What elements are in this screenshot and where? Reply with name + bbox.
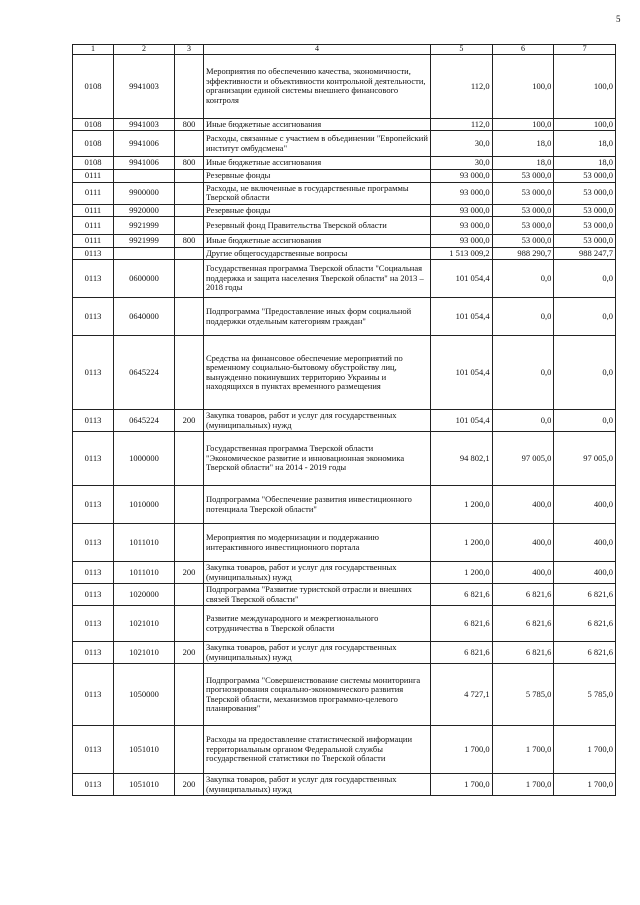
- section-code-cell: 0113: [73, 260, 114, 298]
- expense-type-cell: [175, 54, 204, 118]
- budget-table: [72, 44, 616, 796]
- table-row: [73, 182, 616, 204]
- target-article-cell: 1051010: [114, 726, 175, 774]
- table-row: [73, 774, 616, 796]
- expense-type-cell: [175, 204, 204, 217]
- amount-year1-cell: 93 000,0: [431, 182, 493, 204]
- section-code-cell: 0111: [73, 204, 114, 217]
- amount-year2-cell: 1 700,0: [492, 726, 554, 774]
- amount-year2-cell: 400,0: [492, 524, 554, 562]
- item-name-cell: Закупка товаров, работ и услуг для государственных (муниципальных) нужд: [204, 642, 431, 664]
- table-row: [73, 169, 616, 182]
- amount-year3-cell: 6 821,6: [554, 642, 616, 664]
- amount-year3-cell: 18,0: [554, 157, 616, 170]
- expense-type-cell: 200: [175, 642, 204, 664]
- table-row: [73, 584, 616, 606]
- expense-type-cell: [175, 584, 204, 606]
- amount-year3-cell: 53 000,0: [554, 204, 616, 217]
- table-row: [73, 118, 616, 131]
- amount-year1-cell: 101 054,4: [431, 260, 493, 298]
- section-code-cell: 0111: [73, 169, 114, 182]
- expense-type-cell: [175, 606, 204, 642]
- target-article-cell: 1021010: [114, 642, 175, 664]
- section-code-cell: 0113: [73, 432, 114, 486]
- amount-year2-cell: 18,0: [492, 131, 554, 157]
- table-row: [73, 336, 616, 410]
- column-header: 5: [431, 45, 493, 55]
- target-article-cell: 9921999: [114, 235, 175, 248]
- item-name-cell: Другие общегосударственные вопросы: [204, 247, 431, 260]
- expense-type-cell: [175, 182, 204, 204]
- expense-type-cell: 800: [175, 118, 204, 131]
- amount-year1-cell: 6 821,6: [431, 606, 493, 642]
- target-article-cell: 0600000: [114, 260, 175, 298]
- amount-year1-cell: 1 200,0: [431, 524, 493, 562]
- amount-year3-cell: 400,0: [554, 486, 616, 524]
- item-name-cell: Расходы, связанные с участием в объединении "Европейский институт омбудсмена": [204, 131, 431, 157]
- item-name-cell: Подпрограмма "Предоставление иных форм социальной поддержки отдельным категориям граждан": [204, 298, 431, 336]
- expense-type-cell: [175, 260, 204, 298]
- amount-year1-cell: 30,0: [431, 131, 493, 157]
- amount-year3-cell: 53 000,0: [554, 235, 616, 248]
- section-code-cell: 0113: [73, 562, 114, 584]
- target-article-cell: 9941003: [114, 118, 175, 131]
- amount-year1-cell: 93 000,0: [431, 217, 493, 235]
- amount-year2-cell: 5 785,0: [492, 664, 554, 726]
- amount-year2-cell: 0,0: [492, 336, 554, 410]
- table-row: [73, 410, 616, 432]
- amount-year2-cell: 53 000,0: [492, 235, 554, 248]
- item-name-cell: Резервный фонд Правительства Тверской области: [204, 217, 431, 235]
- item-name-cell: Подпрограмма "Совершенствование системы мониторинга прогнозирования социально-экономического развития Тверской области, механизмов программно-целевого планирования": [204, 664, 431, 726]
- amount-year1-cell: 6 821,6: [431, 584, 493, 606]
- amount-year3-cell: 53 000,0: [554, 217, 616, 235]
- amount-year1-cell: 93 000,0: [431, 169, 493, 182]
- target-article-cell: 9921999: [114, 217, 175, 235]
- amount-year3-cell: 0,0: [554, 410, 616, 432]
- section-code-cell: 0108: [73, 118, 114, 131]
- column-header: 2: [114, 45, 175, 55]
- item-name-cell: Иные бюджетные ассигнования: [204, 118, 431, 131]
- table-row: [73, 432, 616, 486]
- table-row: [73, 642, 616, 664]
- expense-type-cell: 800: [175, 235, 204, 248]
- table-row: [73, 204, 616, 217]
- section-code-cell: 0113: [73, 664, 114, 726]
- amount-year2-cell: 18,0: [492, 157, 554, 170]
- amount-year1-cell: 1 200,0: [431, 562, 493, 584]
- amount-year1-cell: 1 700,0: [431, 774, 493, 796]
- table-row: [73, 247, 616, 260]
- amount-year1-cell: 101 054,4: [431, 298, 493, 336]
- amount-year1-cell: 30,0: [431, 157, 493, 170]
- expense-type-cell: [175, 486, 204, 524]
- section-code-cell: 0113: [73, 774, 114, 796]
- section-code-cell: 0113: [73, 524, 114, 562]
- target-article-cell: 9941006: [114, 131, 175, 157]
- expense-type-cell: [175, 131, 204, 157]
- section-code-cell: 0113: [73, 584, 114, 606]
- table-row: [73, 157, 616, 170]
- amount-year1-cell: 112,0: [431, 118, 493, 131]
- expense-type-cell: [175, 524, 204, 562]
- amount-year3-cell: 100,0: [554, 54, 616, 118]
- section-code-cell: 0111: [73, 182, 114, 204]
- item-name-cell: Подпрограмма "Обеспечение развития инвестиционного потенциала Тверской области": [204, 486, 431, 524]
- target-article-cell: 0640000: [114, 298, 175, 336]
- table-row: [73, 726, 616, 774]
- amount-year2-cell: 0,0: [492, 260, 554, 298]
- amount-year2-cell: 1 700,0: [492, 774, 554, 796]
- amount-year2-cell: 53 000,0: [492, 217, 554, 235]
- column-header: 3: [175, 45, 204, 55]
- amount-year3-cell: 6 821,6: [554, 584, 616, 606]
- amount-year1-cell: 93 000,0: [431, 235, 493, 248]
- amount-year2-cell: 400,0: [492, 562, 554, 584]
- section-code-cell: 0113: [73, 336, 114, 410]
- amount-year2-cell: 53 000,0: [492, 169, 554, 182]
- target-article-cell: 1011010: [114, 562, 175, 584]
- amount-year3-cell: 400,0: [554, 562, 616, 584]
- section-code-cell: 0108: [73, 131, 114, 157]
- target-article-cell: [114, 247, 175, 260]
- target-article-cell: 1021010: [114, 606, 175, 642]
- expense-type-cell: 200: [175, 410, 204, 432]
- section-code-cell: 0111: [73, 217, 114, 235]
- table-row: [73, 217, 616, 235]
- amount-year1-cell: 1 200,0: [431, 486, 493, 524]
- table-row: [73, 524, 616, 562]
- item-name-cell: Резервные фонды: [204, 169, 431, 182]
- target-article-cell: 0645224: [114, 336, 175, 410]
- amount-year1-cell: 4 727,1: [431, 664, 493, 726]
- page-number: 5: [616, 14, 621, 24]
- item-name-cell: Мероприятия по модернизации и поддержанию интерактивного инвестиционного портала: [204, 524, 431, 562]
- section-code-cell: 0113: [73, 606, 114, 642]
- amount-year1-cell: 6 821,6: [431, 642, 493, 664]
- target-article-cell: 0645224: [114, 410, 175, 432]
- table-row: [73, 606, 616, 642]
- target-article-cell: 9900000: [114, 182, 175, 204]
- target-article-cell: 9920000: [114, 204, 175, 217]
- item-name-cell: Расходы на предоставление статистической информации территориальным органом Федеральной службы государственной статистики по Тверской области: [204, 726, 431, 774]
- column-header: 4: [204, 45, 431, 55]
- amount-year1-cell: 93 000,0: [431, 204, 493, 217]
- table-row: [73, 54, 616, 118]
- amount-year1-cell: 112,0: [431, 54, 493, 118]
- item-name-cell: Закупка товаров, работ и услуг для государственных (муниципальных) нужд: [204, 562, 431, 584]
- item-name-cell: Расходы, не включенные в государственные программы Тверской области: [204, 182, 431, 204]
- section-code-cell: 0113: [73, 298, 114, 336]
- item-name-cell: Мероприятия по обеспечению качества, экономичности, эффективности и объективности контрольной деятельности, организации единой системы внешнего финансового контроля: [204, 54, 431, 118]
- amount-year3-cell: 0,0: [554, 298, 616, 336]
- amount-year2-cell: 6 821,6: [492, 642, 554, 664]
- target-article-cell: 1020000: [114, 584, 175, 606]
- amount-year1-cell: 1 513 009,2: [431, 247, 493, 260]
- item-name-cell: Иные бюджетные ассигнования: [204, 157, 431, 170]
- column-header: 7: [554, 45, 616, 55]
- amount-year3-cell: 0,0: [554, 336, 616, 410]
- table-row: [73, 664, 616, 726]
- item-name-cell: Государственная программа Тверской области "Социальная поддержка и защита населения Тверской области" на 2013 – 2018 годы: [204, 260, 431, 298]
- amount-year3-cell: 988 247,7: [554, 247, 616, 260]
- expense-type-cell: [175, 664, 204, 726]
- expense-type-cell: [175, 247, 204, 260]
- column-header-row: [73, 45, 616, 55]
- amount-year3-cell: 53 000,0: [554, 182, 616, 204]
- item-name-cell: Закупка товаров, работ и услуг для государственных (муниципальных) нужд: [204, 774, 431, 796]
- table-row: [73, 131, 616, 157]
- table-row: [73, 260, 616, 298]
- target-article-cell: 1011010: [114, 524, 175, 562]
- expense-type-cell: 200: [175, 774, 204, 796]
- amount-year3-cell: 53 000,0: [554, 169, 616, 182]
- amount-year3-cell: 97 005,0: [554, 432, 616, 486]
- expense-type-cell: [175, 169, 204, 182]
- target-article-cell: 9941003: [114, 54, 175, 118]
- column-header: 1: [73, 45, 114, 55]
- expense-type-cell: 200: [175, 562, 204, 584]
- section-code-cell: 0113: [73, 726, 114, 774]
- table-row: [73, 486, 616, 524]
- amount-year2-cell: 53 000,0: [492, 204, 554, 217]
- column-header: 6: [492, 45, 554, 55]
- amount-year2-cell: 0,0: [492, 298, 554, 336]
- amount-year3-cell: 400,0: [554, 524, 616, 562]
- amount-year2-cell: 400,0: [492, 486, 554, 524]
- amount-year2-cell: 97 005,0: [492, 432, 554, 486]
- amount-year1-cell: 101 054,4: [431, 336, 493, 410]
- item-name-cell: Иные бюджетные ассигнования: [204, 235, 431, 248]
- table-row: [73, 235, 616, 248]
- section-code-cell: 0108: [73, 157, 114, 170]
- target-article-cell: 1000000: [114, 432, 175, 486]
- amount-year2-cell: 53 000,0: [492, 182, 554, 204]
- amount-year3-cell: 0,0: [554, 260, 616, 298]
- amount-year2-cell: 100,0: [492, 54, 554, 118]
- amount-year3-cell: 5 785,0: [554, 664, 616, 726]
- amount-year1-cell: 101 054,4: [431, 410, 493, 432]
- amount-year2-cell: 6 821,6: [492, 584, 554, 606]
- amount-year3-cell: 1 700,0: [554, 726, 616, 774]
- target-article-cell: 1050000: [114, 664, 175, 726]
- amount-year1-cell: 94 802,1: [431, 432, 493, 486]
- item-name-cell: Закупка товаров, работ и услуг для государственных (муниципальных) нужд: [204, 410, 431, 432]
- section-code-cell: 0111: [73, 235, 114, 248]
- amount-year2-cell: 6 821,6: [492, 606, 554, 642]
- expense-type-cell: 800: [175, 157, 204, 170]
- item-name-cell: Государственная программа Тверской области "Экономическое развитие и инновационная экономика Тверской области" на 2014 - 2019 годы: [204, 432, 431, 486]
- table-row: [73, 298, 616, 336]
- item-name-cell: Резервные фонды: [204, 204, 431, 217]
- expense-type-cell: [175, 726, 204, 774]
- amount-year3-cell: 100,0: [554, 118, 616, 131]
- section-code-cell: 0113: [73, 247, 114, 260]
- expense-type-cell: [175, 298, 204, 336]
- amount-year3-cell: 1 700,0: [554, 774, 616, 796]
- section-code-cell: 0113: [73, 642, 114, 664]
- amount-year2-cell: 988 290,7: [492, 247, 554, 260]
- section-code-cell: 0113: [73, 486, 114, 524]
- target-article-cell: 1010000: [114, 486, 175, 524]
- target-article-cell: 9941006: [114, 157, 175, 170]
- item-name-cell: Подпрограмма "Развитие туристской отрасли и внешних связей Тверской области": [204, 584, 431, 606]
- amount-year1-cell: 1 700,0: [431, 726, 493, 774]
- amount-year3-cell: 18,0: [554, 131, 616, 157]
- expense-type-cell: [175, 432, 204, 486]
- section-code-cell: 0108: [73, 54, 114, 118]
- expense-type-cell: [175, 336, 204, 410]
- expense-type-cell: [175, 217, 204, 235]
- target-article-cell: [114, 169, 175, 182]
- target-article-cell: 1051010: [114, 774, 175, 796]
- item-name-cell: Средства на финансовое обеспечение мероприятий по временному социально-бытовому обустройству лиц, вынужденно покинувших территорию Украины и находящихся в пунктах временного размещения: [204, 336, 431, 410]
- item-name-cell: Развитие международного и межрегионального сотрудничества в Тверской области: [204, 606, 431, 642]
- amount-year2-cell: 100,0: [492, 118, 554, 131]
- amount-year2-cell: 0,0: [492, 410, 554, 432]
- amount-year3-cell: 6 821,6: [554, 606, 616, 642]
- section-code-cell: 0113: [73, 410, 114, 432]
- table-row: [73, 562, 616, 584]
